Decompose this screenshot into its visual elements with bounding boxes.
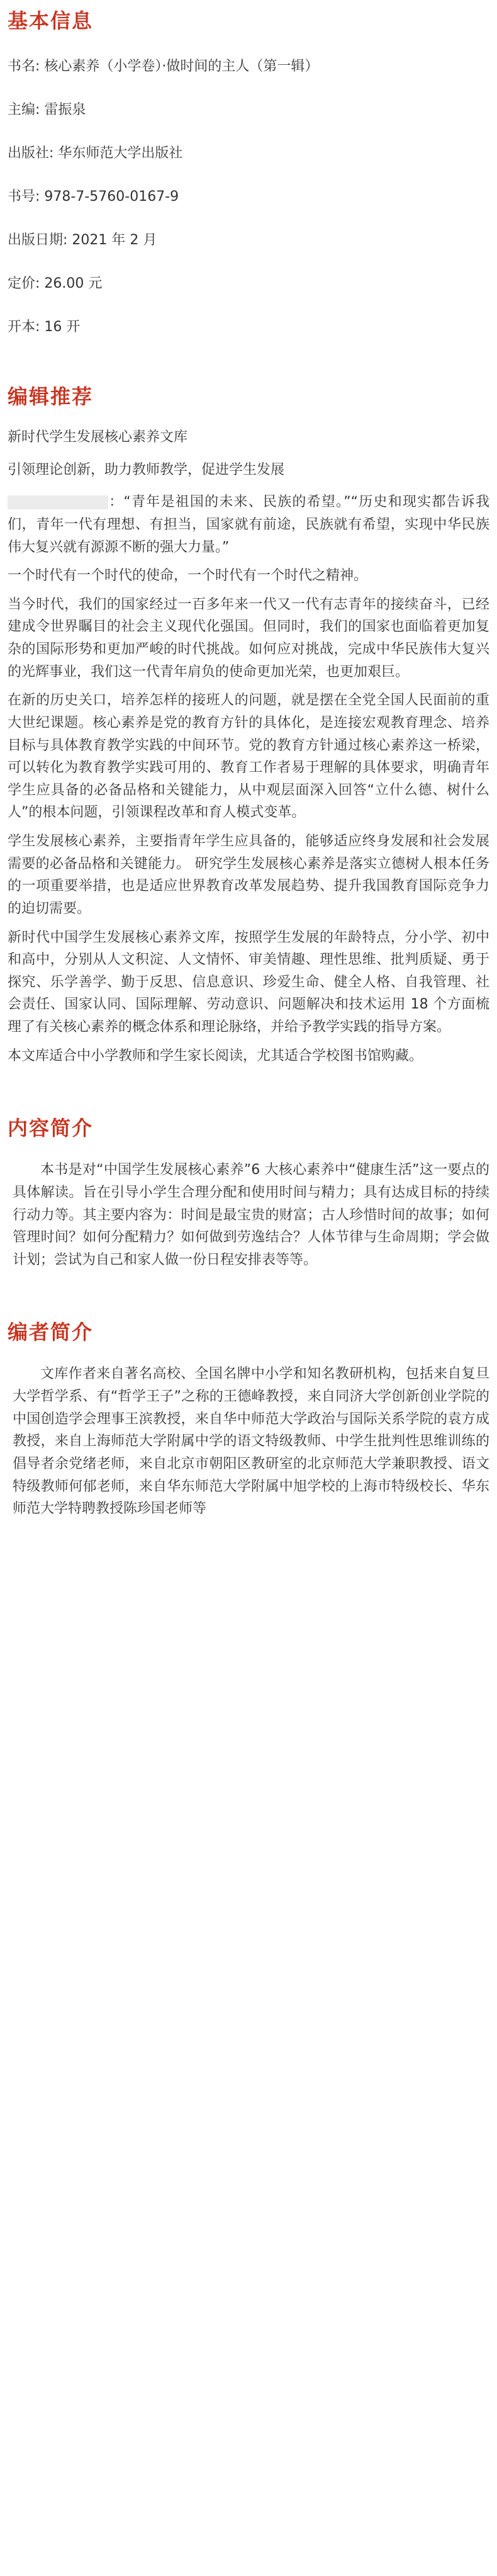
section-title-basic-info: 基本信息 — [8, 9, 94, 33]
info-format: 开本: 16 开 — [8, 319, 81, 335]
editor-para-audience: 本文库适合中小学教师和学生家长阅读，尤其适合学校图书馆购藏。 — [8, 1048, 423, 1064]
section-title-editor-recommend: 编辑推荐 — [8, 385, 94, 409]
section-title-author-intro: 编者简介 — [8, 1320, 94, 1345]
info-publish-date: 出版日期: 2021 年 2 月 — [8, 232, 157, 248]
basic-info-list — [8, 55, 489, 336]
editor-para-library: 新时代中国学生发展核心素养文库，按照学生发展的年龄特点，分小学、初中和高中，分别从人文积淀、人文情怀、审美情趣、理性思维、批判质疑、勇于探究、乐学善学、勤于反思、信息意识、珍爱生命、健全人格、自我管理、社会责任、国家认同、国际理解、劳动意识、问题解决和技术运用 18 个方面梳理了有关核心素养的概念体系和理论脉络，并给予教学实践的指导方案。 — [8, 929, 489, 1035]
editor-recommend-body — [8, 426, 489, 1067]
editor-para-core-literacy: 学生发展核心素养，主要指青年学生应具备的，能够适应终身发展和社会发展需要的必备品格和关键能力。 研究学生发展核心素养是落实立德树人根本任务的一项重要举措，也是适应世界教育改革发展趋势、提升我国教育国际竞争力的迫切需要。 — [8, 833, 489, 917]
info-book-title: 书名: 核心素养（小学卷）·做时间的主人（第一辑） — [8, 59, 319, 74]
info-editor: 主编: 雷振泉 — [8, 102, 86, 118]
author-intro-text: 文库作者来自著名高校、全国名牌中小学和知名教研机构，包括来自复旦大学哲学系、有“哲学王子”之称的王德峰教授，来自同济大学创新创业学院的中国创造学会理事王滨教授，来自华中师范大学政治与国际关系学院的袁方成教授，来自上海师范大学附属中学的语文特级教师、中学生批判性思维训练的倡导者余党绪老师，来自北京市朝阳区教研室的北京师范大学兼职教授、语文特级教师何郁老师，来自华东师范大学附属中旭学校的上海市特级校长、华东师范大学特聘教授陈珍国老师等 — [13, 1366, 489, 1517]
info-publisher: 出版社: 华东师范大学出版社 — [8, 145, 183, 161]
editor-para-quote: ：“青年是祖国的未来、民族的希望。”“历史和现实都告诉我们，青年一代有理想、有担当，国家就有前途，民族就有希望，实现中华民族伟大复兴就有源源不断的强大力量。” — [8, 494, 489, 555]
editor-para-history: 在新的历史关口，培养怎样的接班人的问题，就是摆在全党全国人民面前的重大世纪课题。核心素养是党的教育方针的具体化，是连接宏观教育理念、培养目标与具体教育教学实践的中间环节。党的教育方针通过核心素养这一桥梁，可以转化为教育教学实践可用的、教育工作者易于理解的具体要求，明确青年学生应具备的必备品格和关键能力，从中观层面深入回答“立什么德、树什么人”的根本问题，引领课程改革和育人模式变革。 — [8, 692, 489, 821]
section-title-content-intro: 内容简介 — [8, 1116, 94, 1141]
info-price: 定价: 26.00 元 — [8, 276, 103, 291]
editor-para-slogan: 引领理论创新，助力教师教学，促进学生发展 — [8, 461, 285, 478]
editor-para-series: 新时代学生发展核心素养文库 — [8, 429, 188, 445]
editor-para-mission: 一个时代有一个时代的使命，一个时代有一个时代之精神。 — [8, 568, 368, 584]
redacted-text — [8, 495, 108, 509]
editor-para-era: 当今时代，我们的国家经过一百多年来一代又一代有志青年的接续奋斗，已经建成令世界瞩目的社会主义现代化强国。但同时，我们的国家也面临着更加复杂的国际形势和更加严峻的时代挑战。如何应对挑战，完成中华民族伟大复兴的光辉事业，我们这一代青年肩负的使命更加光荣，也更加艰巨。 — [8, 596, 489, 680]
content-intro-text: 本书是对“中国学生发展核心素养”6 大核心素养中“健康生活”这一要点的具体解读。旨在引导小学生合理分配和使用时间与精力；具有达成目标的持续行动力等。其主要内容为：时间是最宝贵的财富；古人珍惜时间的故事；如何管理时间？如何分配精力？如何做到劳逸结合？人体节律与生命周期；学会做计划；尝试为自己和家人做一份日程安排表等等。 — [13, 1162, 489, 1268]
info-isbn: 书号: 978-7-5760-0167-9 — [8, 189, 179, 205]
